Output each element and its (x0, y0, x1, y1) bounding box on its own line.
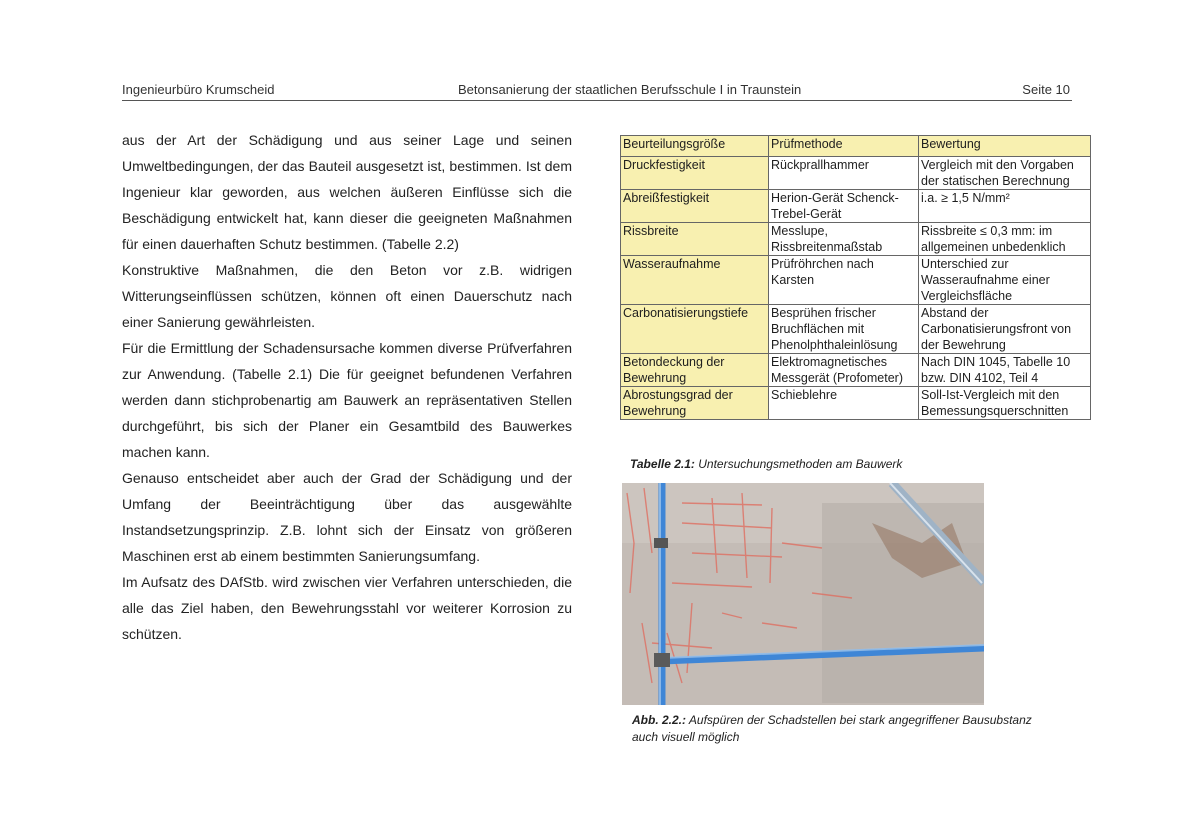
page-header (122, 80, 1072, 101)
paragraph: Im Aufsatz des DAfStb. wird zwischen vier Verfahren unterschieden, die alle das Ziel haben, den Bewehrungsstahl vor weiterer Korrosion zu schützen. (122, 574, 572, 642)
paragraph: Genauso entscheidet aber auch der Grad der Schädigung und der Umfang der Beeinträchtigung über das ausgewählte Instandsetzungsprinzip. Z.B. lohnt sich der Einsatz von größeren Maschinen erst ab einem bestimmten Sanierungsumfang. (122, 470, 572, 564)
table-cell: Betondeckung der Bewehrung (621, 354, 769, 387)
table-row (621, 157, 1091, 190)
damage-photo (622, 483, 984, 705)
figure-caption-label: Abb. 2.2.: (632, 713, 687, 727)
paragraph: Für die Ermittlung der Schadensursache kommen diverse Prüfverfahren zur Anwendung. (Tabelle 2.1) Die für geeignet befundenen Verfahren werden dann stichprobenartig am Bauwerk an repräsentativen Stellen durchgeführt, bis sich der Planer ein Gesamtbild des Bauwerkes machen kann. (122, 340, 572, 460)
table-cell: Abreißfestigkeit (621, 190, 769, 223)
figure-caption-text: Aufspüren der Schadstellen bei stark angegriffener Bausubstanz auch visuell möglich (632, 713, 1032, 744)
header-cell: Bewertung (919, 136, 1091, 157)
methods-table-container (620, 135, 1090, 420)
table-cell: Rissbreite (621, 223, 769, 256)
table-caption (630, 457, 902, 471)
table-cell: Wasseraufnahme (621, 256, 769, 305)
table-cell: Druckfestigkeit (621, 157, 769, 190)
methods-table (620, 135, 1091, 420)
table-row (621, 190, 1091, 223)
table-row (621, 305, 1091, 354)
header-cell: Prüfmethode (769, 136, 919, 157)
table-cell: Rückprallhammer (769, 157, 919, 190)
table-cell: Elektromagnetisches Messgerät (Profometer) (769, 354, 919, 387)
body-text (122, 127, 572, 647)
table-cell: Vergleich mit den Vorgaben der statischen Berechnung (919, 157, 1091, 190)
table-cell: Soll-Ist-Vergleich mit den Bemessungsquerschnitten (919, 387, 1091, 420)
table-cell: Prüfröhrchen nach Karsten (769, 256, 919, 305)
table-row (621, 256, 1091, 305)
table-cell: Carbonatisierungstiefe (621, 305, 769, 354)
table-cell: Schieblehre (769, 387, 919, 420)
table-cell: Abrostungsgrad der Bewehrung (621, 387, 769, 420)
header-company: Ingenieurbüro Krumscheid (122, 82, 275, 97)
table-row (621, 354, 1091, 387)
paragraph: Konstruktive Maßnahmen, die den Beton vor z.B. widrigen Witterungseinflüssen schützen, können oft einen Dauerschutz nach einer Sanierung gewährleisten. (122, 262, 572, 330)
header-page-number: Seite 10 (1022, 82, 1070, 97)
table-cell: i.a. ≥ 1,5 N/mm² (919, 190, 1091, 223)
paragraph: aus der Art der Schädigung und aus seiner Lage und seinen Umweltbedingungen, der das Bauteil ausgesetzt ist, bestimmen. Ist dem Ingenieur klar geworden, aus welchen äußeren Einflüsse sich die Beschädigung entwickelt hat, kann dieser die geeigneten Maßnahmen für einen dauerhaften Schutz bestimmen. (Tabelle 2.2) (122, 132, 572, 252)
table-cell: Abstand der Carbonatisierungsfront von der Bewehrung (919, 305, 1091, 354)
table-cell: Unterschied zur Wasseraufnahme einer Vergleichsfläche (919, 256, 1091, 305)
table-row (621, 223, 1091, 256)
table-header-row (621, 136, 1091, 157)
table-cell: Rissbreite ≤ 0,3 mm: im allgemeinen unbedenklich (919, 223, 1091, 256)
damage-photo-illustration (622, 483, 984, 705)
table-cell: Besprühen frischer Bruchflächen mit Phenolphthaleinlösung (769, 305, 919, 354)
header-document-title: Betonsanierung der staatlichen Berufsschule I in Traunstein (458, 82, 802, 97)
table-caption-text: Untersuchungsmethoden am Bauwerk (694, 457, 903, 471)
table-row (621, 387, 1091, 420)
table-caption-label: Tabelle 2.1: (630, 457, 695, 471)
header-cell: Beurteilungsgröße (621, 136, 769, 157)
table-cell: Nach DIN 1045, Tabelle 10 bzw. DIN 4102, Teil 4 (919, 354, 1091, 387)
table-cell: Herion-Gerät Schenck-Trebel-Gerät (769, 190, 919, 223)
table-cell: Messlupe, Rissbreitenmaßstab (769, 223, 919, 256)
figure-caption (632, 712, 1032, 746)
